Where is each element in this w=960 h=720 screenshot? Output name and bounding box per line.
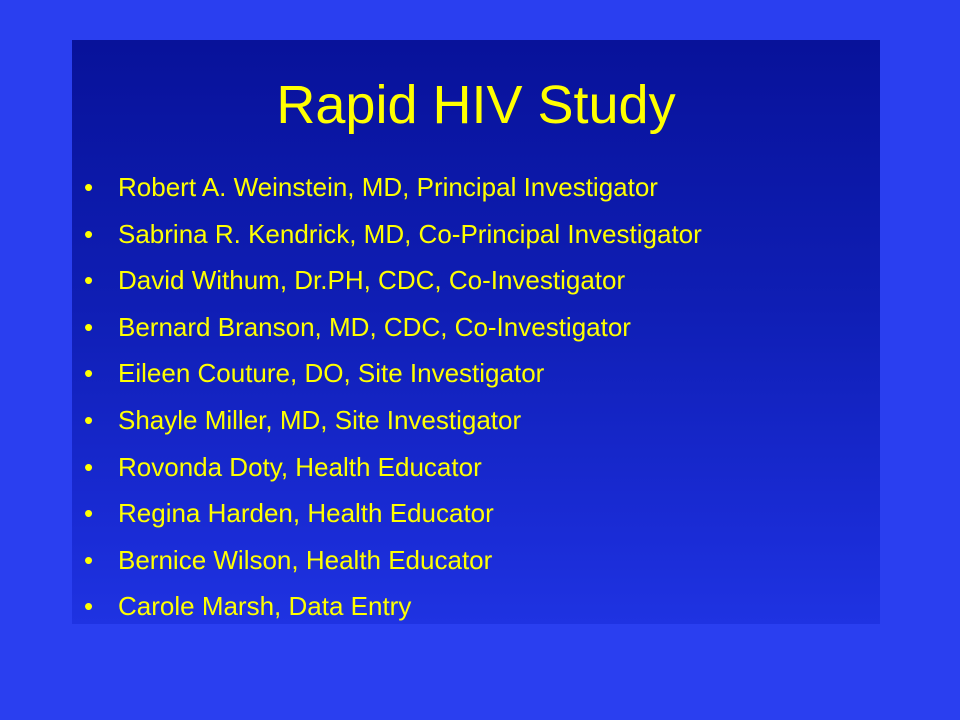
list-item-text: Shayle Miller, MD, Site Investigator [118,404,522,435]
bullet-icon: • [84,218,94,249]
bullet-icon: • [84,498,94,529]
list-item-text: David Withum, Dr.PH, CDC, Co-Investigator [118,265,626,296]
list-item [84,164,702,211]
bullet-icon: • [84,591,94,622]
list-item-text: Robert A. Weinstein, MD, Principal Investigator [118,172,658,202]
list-item-text: Bernice Wilson, Health Educator [118,544,493,575]
list-item-text: Rovonda Doty, Health Educator [118,451,482,482]
list-item-text: Eileen Couture, DO, Site Investigator [118,358,545,389]
list-item [84,211,702,258]
list-item [84,444,702,491]
list-item-text: Bernard Branson, MD, CDC, Co-Investigator [118,311,631,342]
investigator-list [84,164,702,630]
list-item [84,537,702,584]
bullet-icon: • [84,358,94,389]
list-item [84,583,702,630]
slide-title: Rapid HIV Study [276,75,676,135]
bullet-icon: • [84,451,94,482]
list-item [84,397,702,444]
list-item-text: Regina Harden, Health Educator [118,498,494,529]
list-item [84,490,702,537]
list-item [84,257,702,304]
bullet-icon: • [84,404,94,435]
bullet-icon: • [84,311,94,342]
list-item [84,304,702,351]
list-item-text: Sabrina R. Kendrick, MD, Co-Principal Investigator [118,218,702,249]
bullet-icon: • [84,544,94,575]
bullet-icon: • [84,172,94,202]
list-item [84,350,702,397]
bullet-icon: • [84,265,94,296]
list-item-text: Carole Marsh, Data Entry [118,591,412,622]
